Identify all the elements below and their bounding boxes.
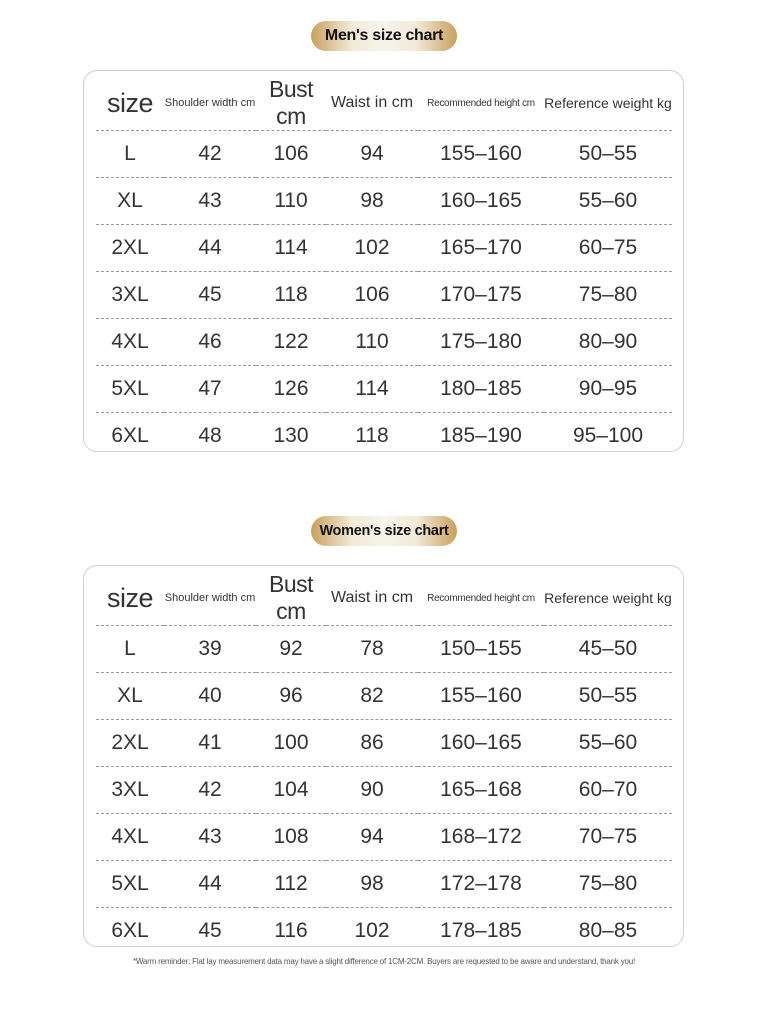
cell-bust: 100 [256,720,326,767]
cell-shoulder-width: 40 [164,673,256,720]
cell-bust: 126 [256,366,326,413]
cell-reference-weight: 75–80 [544,861,672,908]
cell-bust: 122 [256,319,326,366]
cell-recommended-height: 160–165 [418,178,544,225]
cell-bust: 110 [256,178,326,225]
cell-size: 4XL [96,814,164,861]
cell-recommended-height: 168–172 [418,814,544,861]
cell-bust: 92 [256,626,326,673]
cell-recommended-height: 155–160 [418,673,544,720]
cell-recommended-height: 175–180 [418,319,544,366]
cell-bust: 104 [256,767,326,814]
cell-reference-weight: 45–50 [544,626,672,673]
cell-waist: 114 [326,366,418,413]
cell-size: 3XL [96,767,164,814]
cell-reference-weight: 55–60 [544,178,672,225]
cell-reference-weight: 70–75 [544,814,672,861]
cell-waist: 90 [326,767,418,814]
cell-reference-weight: 95–100 [572,424,644,448]
cell-shoulder-width: 39 [164,626,256,673]
cell-size: 6XL [111,424,149,448]
table-header-row [96,76,672,131]
cell-size: 2XL [96,225,164,272]
cell-shoulder-width: 43 [164,814,256,861]
header-shoulder-width: Shoulder width cm [164,571,256,626]
cell-recommended-height: 178–185 [440,919,522,943]
table-row [96,178,672,225]
cell-waist: 98 [326,178,418,225]
header-reference-weight: Reference weight kg [544,76,672,131]
header-waist: Waist in cm [326,571,418,626]
mens-table-body [96,131,672,460]
cell-waist: 106 [326,272,418,319]
table-row [96,225,672,272]
cell-size: L [96,131,164,178]
cell-bust: 112 [256,861,326,908]
cell-recommended-height: 165–170 [418,225,544,272]
cell-waist: 118 [355,424,389,448]
cell-waist: 102 [354,919,390,943]
cell-bust: 118 [256,272,326,319]
cell-size: 4XL [96,319,164,366]
mens-size-chart-panel [83,70,684,452]
header-waist: Waist in cm [326,76,418,131]
header-recommended-height: Recommended height cm [418,76,544,131]
cell-size: 2XL [96,720,164,767]
cell-bust: 130 [273,424,309,448]
table-row [96,319,672,366]
table-row [96,908,672,955]
header-bust: Bust cm [256,571,326,626]
womens-size-table [96,571,672,955]
table-row [96,366,672,413]
cell-shoulder-width: 45 [198,919,222,943]
cell-shoulder-width: 44 [164,861,256,908]
header-shoulder-width: Shoulder width cm [164,76,256,131]
cell-recommended-height: 155–160 [418,131,544,178]
header-size: size [96,76,164,131]
cell-shoulder-width: 47 [164,366,256,413]
cell-bust: 108 [256,814,326,861]
table-row [96,720,672,767]
cell-waist: 86 [326,720,418,767]
cell-shoulder-width: 42 [164,131,256,178]
cell-size: 5XL [96,366,164,413]
warm-reminder-footnote: *Warm reminder: Flat lay measurement data may have a slight difference of 1CM-2CM. Buyers are requested to be aware and understand, thank you! [132,957,636,966]
cell-recommended-height: 172–178 [418,861,544,908]
cell-recommended-height: 185–190 [440,424,522,448]
cell-recommended-height: 170–175 [418,272,544,319]
cell-waist: 94 [326,814,418,861]
table-row [96,413,672,460]
table-row [96,131,672,178]
cell-reference-weight: 80–90 [544,319,672,366]
womens-table-body [96,626,672,955]
cell-bust: 96 [256,673,326,720]
cell-reference-weight: 50–55 [544,673,672,720]
cell-size: XL [96,673,164,720]
cell-shoulder-width: 45 [164,272,256,319]
table-row [96,814,672,861]
header-bust: Bust cm [256,76,326,131]
cell-waist: 78 [326,626,418,673]
cell-reference-weight: 60–70 [544,767,672,814]
table-row [96,673,672,720]
mens-size-chart-title: Men's size chart [311,21,457,51]
table-row [96,272,672,319]
table-header-row [96,571,672,626]
cell-bust: 106 [256,131,326,178]
table-row [96,861,672,908]
cell-reference-weight: 55–60 [544,720,672,767]
header-reference-weight: Reference weight kg [544,571,672,626]
cell-waist: 98 [326,861,418,908]
cell-reference-weight: 80–85 [578,919,638,943]
cell-reference-weight: 75–80 [544,272,672,319]
cell-shoulder-width: 48 [198,424,222,448]
cell-waist: 82 [326,673,418,720]
cell-waist: 110 [326,319,418,366]
womens-size-chart-panel [83,565,684,947]
cell-reference-weight: 90–95 [544,366,672,413]
cell-shoulder-width: 44 [164,225,256,272]
cell-size: XL [96,178,164,225]
cell-shoulder-width: 43 [164,178,256,225]
cell-recommended-height: 180–185 [418,366,544,413]
mens-size-table [96,76,672,460]
cell-bust: 114 [256,225,326,272]
cell-reference-weight: 60–75 [544,225,672,272]
table-row [96,767,672,814]
cell-size: 6XL [111,919,149,943]
cell-waist: 94 [326,131,418,178]
cell-waist: 102 [326,225,418,272]
cell-reference-weight: 50–55 [544,131,672,178]
cell-shoulder-width: 42 [164,767,256,814]
header-recommended-height: Recommended height cm [418,571,544,626]
cell-recommended-height: 150–155 [418,626,544,673]
cell-shoulder-width: 41 [164,720,256,767]
cell-size: 3XL [96,272,164,319]
cell-recommended-height: 165–168 [418,767,544,814]
cell-size: 5XL [96,861,164,908]
cell-size: L [96,626,164,673]
womens-size-chart-title: Women's size chart [311,516,457,546]
cell-shoulder-width: 46 [164,319,256,366]
table-row [96,626,672,673]
cell-recommended-height: 160–165 [418,720,544,767]
cell-bust: 116 [274,919,308,943]
header-size: size [96,571,164,626]
